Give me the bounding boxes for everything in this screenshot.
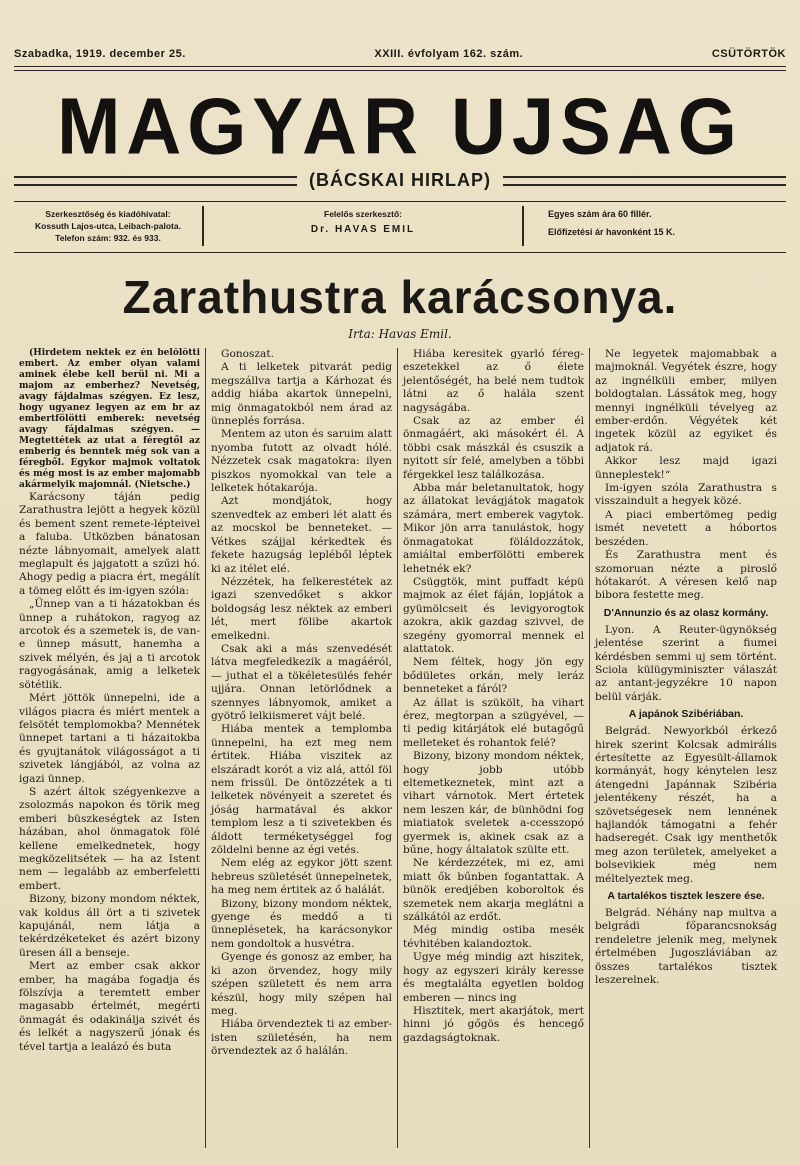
column-paragraph: Nem féltek, hogy jön egy bődületes orkán, mely leráz benneteket a fáról? <box>403 656 584 696</box>
top-line <box>14 48 786 60</box>
column-paragraph: A ti lelketek pitvarát pedig megszállva tartja a Kárhozat és addig hiába akartok ünnepelni, mig önmagatokból nem árad az ünneplés forrása. <box>211 361 392 428</box>
issue-weekday: CSÜTÖRTÖK <box>711 48 786 60</box>
column-4 <box>590 348 782 1148</box>
column-paragraph: A piaci embertömeg pedig ismét nevetett a hóbortos beszéden. <box>595 508 777 548</box>
column-3 <box>398 348 590 1148</box>
column-paragraph: Gonoszat. <box>221 348 274 360</box>
column-paragraph: Mert az ember csak akkor ember, ha magába fogadja és fölszívja a teremtett ember magasabb értelmét, megérti önmagát és odakinálja szivét és és lelkét a nagyszerű jónak és tével tartja a lealázó és buta <box>19 960 200 1053</box>
column-paragraph: Csak aki a más szenvedését látva megfeledkezik a magáéról, — juthat el a tökéletesülés fehér ujjára. Onnan letörlődnek a szennyes lábnyomok, amiket a gyötrő lelkiismeret vájt belé. <box>211 642 392 722</box>
column-paragraph: „Ünnep van a ti házatokban és ünnep a ruhátokon, ragyog az arcotok és a szemetek is, de van-e ünnep másutt, hanemha a szivek mélyén, és jaj a ti arcotok ragyogásának, amig a lelketek sötétlik. <box>19 598 200 691</box>
column-paragraph: Nem elég az egykor jött szent hebreus születését ünnepelnetek, ha meg nem értitek az ő halálát. <box>211 857 392 897</box>
column-paragraph: S azért áltok szégyenkezve a zsolozmás napokon és törik meg emberi büszkeségtek az Isten házában, ahol önmagatok fölé kellene emelkednetek, hogy megközelitsétek — ha az Istent nem — legalább az emberfeletti embert. <box>19 785 200 892</box>
subtitle-right-bar <box>503 176 786 186</box>
column-paragraph: Nézzétek, ha felkerestétek az igazi szenvedőket s akkor boldogság lesz néktek az emberi lét, mert fölibe akartok emelkedni. <box>211 575 392 642</box>
column-paragraph: Mentem az uton és saruim alatt nyomba futott az olvadt hólé. Nézzetek csak magatokra: ilyen piszkos nyomokkal van tele a lelketek hótakarója. <box>211 428 392 495</box>
price-info <box>524 206 786 246</box>
column-paragraph: Bizony, bizony mondom néktek, gyenge és meddő a ti ünneplésetek, ha karácsonykor nem gondoltok a husvétra. <box>211 897 392 950</box>
column-paragraph: Belgrád. Néhány nap multva a belgrádi főparancsnokság rendeletre jelenik meg, melynek értelmében Jugoszláviában az összes tartalékos tisztek leszerelnek. <box>595 907 777 987</box>
issue-number: XXIII. évfolyam 162. szám. <box>374 48 524 60</box>
column-paragraph: És Zarathustra ment és szomoruan nézte a piroslő hótakarót. A véresen kelő nap bibora festette meg. <box>595 549 777 602</box>
column-paragraph: Bizony, bizony mondom néktek, vak koldus áll ört a ti szivetek kapujánál, nem látja a tekérdzéketeket és azért bizony üresen áll a benseje. <box>19 893 200 959</box>
column-paragraph: Azt mondjátok, hogy szenvedtek az emberi lét alatt és az mocskol be benneteket. — Vétkes szájjal kérkedtek és fekete hazugság lepléből léptek ki az itélet elé. <box>211 495 392 575</box>
column-paragraph: Bizony, bizony mondom néktek, hogy jobb utóbb eltemetkeznetek, mint azt a vihart várnotok. Mert értetek nem leszen kár, de bünhödni fog miatiatok sveletek a-ccesszopó gyermek is, akinek csak az a bűne, hogy általatok szülte ett. <box>403 750 584 857</box>
masthead-title: MAGYAR UJSAG <box>57 81 743 172</box>
news-heading-dannunzio: D'Annunzio és az olasz kormány. <box>603 606 769 619</box>
column-2 <box>206 348 398 1148</box>
news-heading-officers: A tartalékos tisztek leszere ése. <box>607 890 765 903</box>
info-top-rule <box>14 201 786 202</box>
column-paragraph: (Hirdetem nektek ez én belőlötti embert. Az ember olyan valami aminek élebe kell berül ni. Mi a majom az emberhez? Nevetség, avagy fájdalmas szégyen. Ez lesz, hogy ugyanez legyen az em br az embertfölötti emberek: nevetség avagy fájdalmas szégyen. — Megtettétek az utat a féregtől az emberig és benntek még sok van a féregből. Egykor majmok voltatok és még most is az ember majomabb akármelyik majomnál. (Nietsche.) <box>19 348 200 490</box>
column-paragraph: Mért jöttök ünnepelni, ide a világos piacra és miért mentek a felsötét templomokba? Mennétek ünnepet tartani a ti házaitokba és gyujtanátok világosságot a ti szivetek lángjából, az volna az igazi ünnep. <box>19 692 200 785</box>
masthead-subtitle: (BÁCSKAI HIRLAP) <box>309 170 491 190</box>
office-line-3: Telefon szám: 932. és 933. <box>55 233 161 243</box>
column-paragraph: Hiába mentek a templomba ünnepelni, ha ezt meg nem értitek. Hiába viszitek az elszáradt korót a viz alá, attól föl nem frissül. De öntözzétek a ti lelketek növényeit a szeretet és jóság harmatával és akkor templom lesz a ti szivetekben és áldott terméketységgel fog zöldelni benne az égi vetés. <box>211 723 392 857</box>
subtitle-left-bar <box>14 176 297 186</box>
article-byline: Irta: Havas Emil. <box>348 327 452 341</box>
column-paragraph: Csak az az ember él önmagáért, aki másokért él. A többi csak mászkál és csuszik a nyitott sír felé, amelyben a többi férgekkel lesz találkozása. <box>403 415 584 481</box>
article-columns <box>14 348 786 1148</box>
editor-info <box>204 206 524 246</box>
column-paragraph: Im-igyen szóla Zarathustra s visszaindult a hegyek közé. <box>595 482 777 508</box>
column-paragraph: Belgrád. Newyorkból érkező hirek szerint Kolcsak admirális értesítette az Egyesült-államok kormányát, hogy kénytelen lesz átengedni Japánnak Szibéria jelentékeny részét, ha a szövetségesek nem lennének hajlandók támogatni a fehér hadseregét. Csak igy menthetők meg azon területek, amelyeket a bolsevikiek még nem méltelyeztek meg. <box>595 725 777 885</box>
column-paragraph: Lyon. A Reuter-ügynökség jelentése szerint a fiumei kérdésben semmi uj sem történt. Sciola külügyminiszter válaszát az antant-jegyzékre 10 napon belül várják. <box>595 623 777 703</box>
column-paragraph: Akkor lesz majd igazi ünneplestek!“ <box>595 455 777 481</box>
column-1 <box>14 348 206 1148</box>
column-paragraph: Még mindig ostiba mesék tévhitében kalandoztok. <box>403 924 584 950</box>
column-paragraph: Abba már beletanultatok, hogy az állatokat levágjátok magatok számára, mert emberek vagytok. Mikor jön arra tanulástok, hogy önmagatokat föláldozzátok, amiáltal emberfölötti emberek lehetnék ek? <box>403 482 584 575</box>
price-line-2: Előfizetési ár havonként 15 K. <box>548 227 676 237</box>
column-paragraph: Csüggtök, mint puffadt képü majmok az élet fáján, lopjátok a gyümölcseit és levigyorogtok azokra, akik gazdag szivvel, de szegény gyomorral mennek el alattatok. <box>403 575 584 655</box>
office-line-1: Szerkesztőség és kiadóhivatal: <box>45 209 171 219</box>
info-bottom-rule <box>14 252 786 253</box>
office-info <box>14 206 204 246</box>
column-paragraph: Hiába örvendeztek ti az ember-isten születésén, ha nem örvendeztek az ő halálán. <box>211 1018 392 1058</box>
column-paragraph: Ugye még mindig azt hiszitek, hogy az egyszeri király keresse és megtalálta egyetlen boldog emberen — nincs ing <box>403 951 584 1004</box>
editor-name: Dr. HAVAS EMIL <box>310 224 416 235</box>
issue-date: Szabadka, 1919. december 25. <box>14 48 186 60</box>
column-paragraph: Ne legyetek majomabbak a majmoknál. Vegyétek észre, hogy az ingnélküli ember, milyen boldogtalan. Lássátok meg, hogy mennyi ingnélküli tévelyeg az ember-erdőn. Végyétek két ingetek közül az egyiket és adjatok rá. <box>595 348 777 454</box>
column-paragraph: Hiába keresitek gyarló féreg-eszetekkel az ő élete jelentőségét, ha belé nem tudtok látni az ő halála szent nagyságába. <box>403 348 584 414</box>
top-rule <box>14 66 786 67</box>
info-box <box>14 206 786 246</box>
column-paragraph: Ne kérdezzétek, mi ez, ami miatt ők bűnben fogantattak. A bünök eredjében koboroltok és szemetek nem akarja meglátni a szálkától az erdőt. <box>403 857 584 924</box>
column-paragraph: Hisztitek, mert akarjátok, mert hinni jó gőgös és hencegő gazdagságtoknak. <box>403 1004 584 1044</box>
top-rule-2 <box>14 70 786 71</box>
column-paragraph: Gyenge és gonosz az ember, ha ki azon örvendez, hogy mily szépen született és nem arra készül, hogy mily szépen hal meg. <box>211 951 392 1017</box>
news-heading-japan: A japánok Szibériában. <box>628 708 744 721</box>
masthead-subtitle-line <box>14 170 786 191</box>
office-line-2: Kossuth Lajos-utca, Leibach-palota. <box>35 221 181 231</box>
column-paragraph: Az állat is szükölt, ha vihart érez, megtorpan a szügyével, — ti pedig kitárjátok elé butagőgű melleteket és rohantok felé? <box>403 696 584 749</box>
price-line-1: Egyes szám ára 60 fillér. <box>548 209 652 219</box>
article-headline: Zarathustra karácsonya. <box>122 271 678 323</box>
column-paragraph: Karácsony táján pedig Zarathustra lejött a hegyek közül és bement szent remete-lépteivel a faluba. Utközben bánatosan nézte lábnyomait, amelyek alatt meglapult és jajgatott a szűzi hó. Ahogy pedig a piacra ért, megálít a tömeg előtt és im-igyen szóla: <box>19 491 200 597</box>
editor-label: Felelős szerkesztő: <box>324 209 402 219</box>
